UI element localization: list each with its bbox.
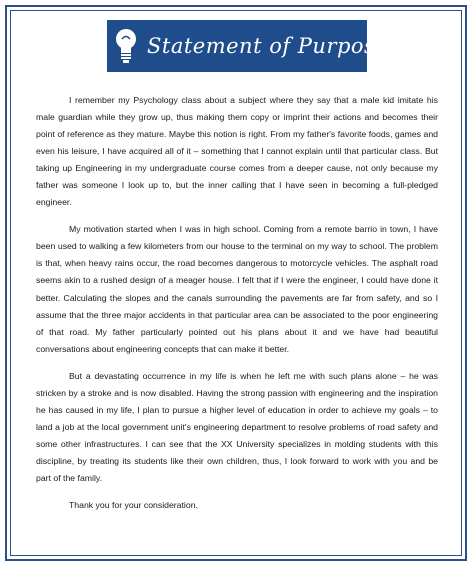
- closing-line: Thank you for your consideration.: [69, 500, 198, 511]
- banner-title: Statement of Purpose: [147, 34, 389, 58]
- banner-suffix: .org: [389, 42, 414, 56]
- lightbulb-icon: [113, 26, 139, 66]
- header-banner: [107, 20, 414, 72]
- paragraph-3: But a devastating occurrence in my life is when he left me with such plans alone – he was stricken by a stroke and is now disabled. Having the strong passion with engineering and the inspiration he has caused in my life, I plan to pursue a higher level of education in order to achieve my goals – to land a job at the local government unit's engineering department to resolve problems of road safety and some other infrastructures. I can see that the XX University specializes in molding students with this discipline, by treating its students like their own children, thus, I look forward to work with you and be part of the family.: [36, 370, 438, 483]
- letter-body: [36, 92, 438, 524]
- paragraph-1: I remember my Psychology class about a subject where they say that a male kid imitate his male guardian while they grow up, thus making them copy or imprint their actions and becomes their point of reference as they mature. Maybe this notion is right. From my father's favorite foods, games and even his leisure, I have acquired all of it – something that I cannot explain until that particular class. But taking up Engineering in my undergraduate course comes from a deeper cause, not only because my father was someone I look up to, but the inner calling that I have seen in becoming a full-pledged engineer.: [36, 95, 438, 208]
- paragraph-2: My motivation started when I was in high school. Coming from a remote barrio in town, I have been used to walking a few kilometers from our house to the terminal on my way to school. The problem is that, when heavy rains occur, the road becomes dangerous to motorcycle vehicles. The asphalt road seems akin to a rushed design of a meager house. I felt that if I were the engineer, I could have done it better. Calculating the slopes and the canals surrounding the pavements are far from safety, and so I assume that the three major accidents in that particular area can be associated to the poor engineering of that road. My father particularly pointed out his plans about it and we have had beautiful conversations about engineering concepts that can make it better.: [36, 224, 438, 354]
